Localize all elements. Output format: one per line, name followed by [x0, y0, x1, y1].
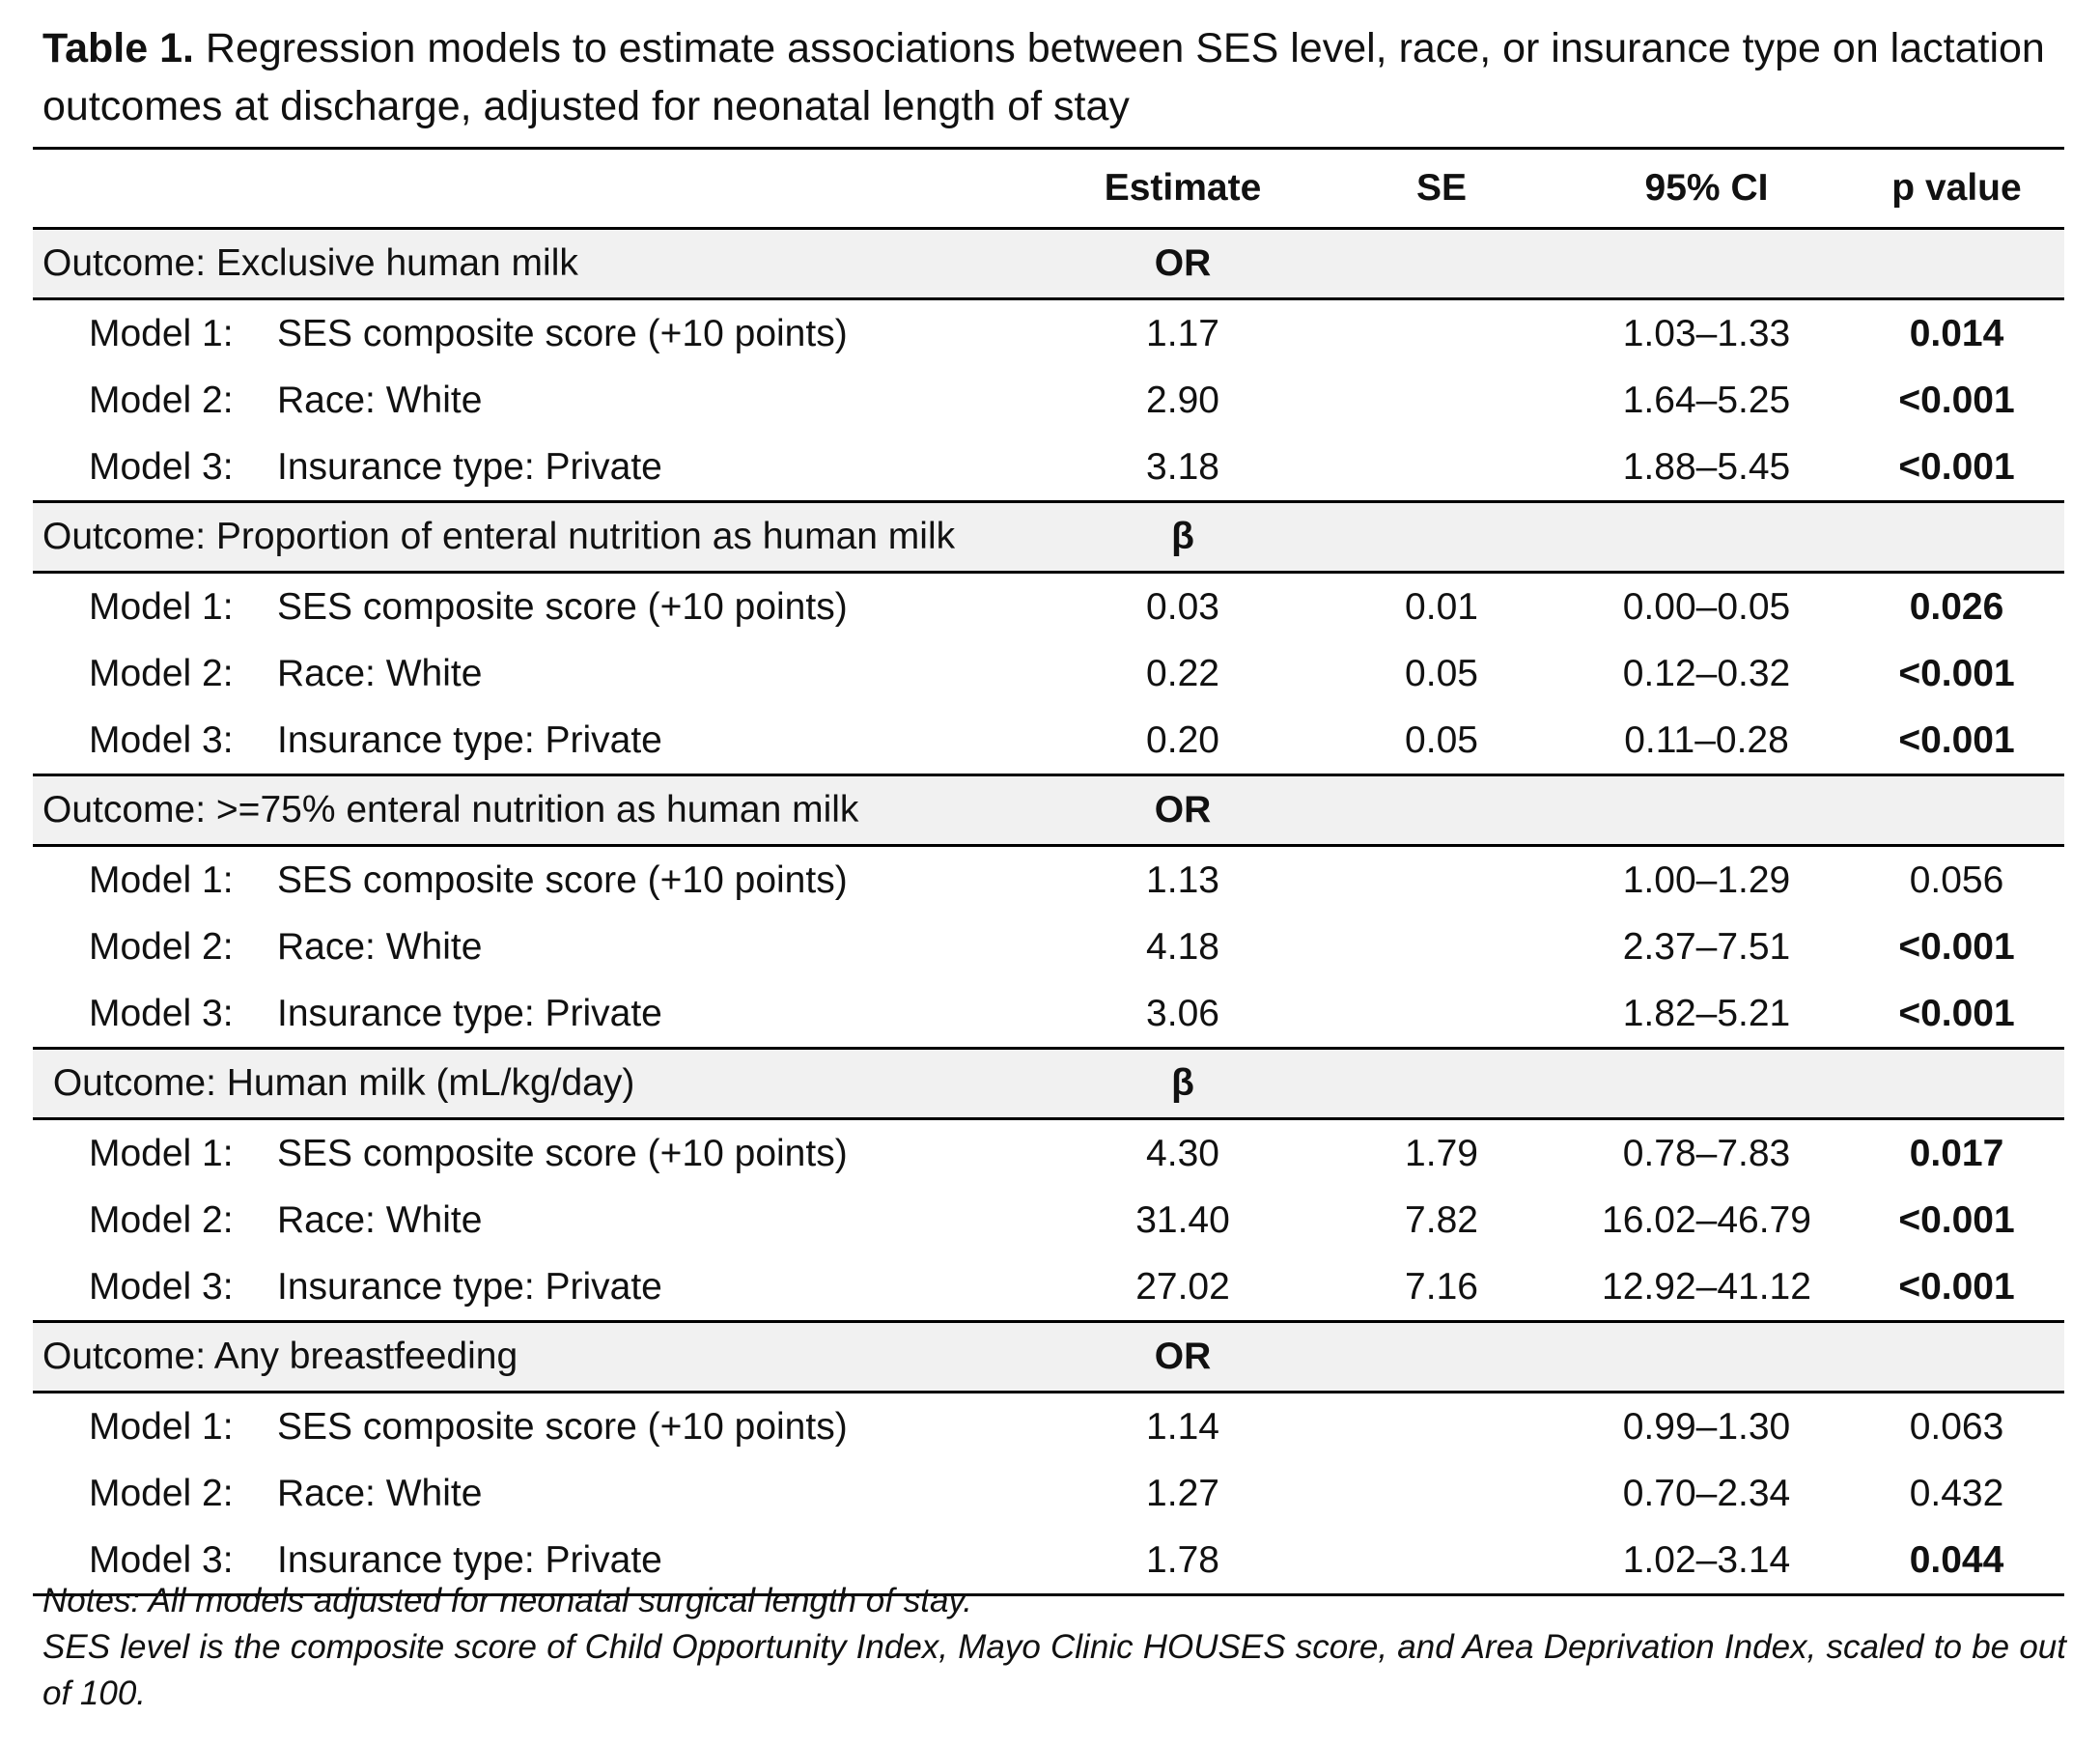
table-row: [33, 1119, 2064, 1188]
predictor-label: Race: White: [277, 1472, 483, 1514]
table-row: [33, 299, 2064, 368]
estimate-cell: 2.90: [1146, 379, 1219, 421]
table-row: [33, 1393, 2064, 1461]
estimate-cell: 4.30: [1146, 1132, 1219, 1174]
table-row: [33, 573, 2064, 641]
ci-cell: 1.02–3.14: [1564, 1527, 1849, 1595]
ci-cell: 1.82–5.21: [1622, 992, 1791, 1034]
se-cell: [1319, 846, 1564, 915]
header-ci: 95% CI: [1564, 149, 1849, 229]
p-value-cell: <0.001: [1898, 652, 2015, 694]
se-cell: 1.79: [1405, 1132, 1478, 1174]
model-number: Model 3:: [89, 1265, 234, 1308]
outcome-label: Outcome: Any breastfeeding: [33, 1322, 1047, 1393]
table-row: [33, 1253, 2064, 1322]
header-se: SE: [1319, 149, 1564, 229]
se-cell: [1319, 367, 1564, 434]
predictor-label: SES composite score (+10 points): [277, 585, 848, 628]
note-ses-definition: SES level is the composite score of Child Opportunity Index, Mayo Clinic HOUSES score, and Area Deprivation Index, scaled to be out of 100.: [42, 1628, 2066, 1712]
model-number: Model 1:: [89, 858, 234, 901]
outcome-measure: β: [1047, 502, 1319, 573]
model-number: Model 2:: [89, 925, 234, 968]
model-number: Model 2:: [89, 379, 234, 421]
predictor-label: Race: White: [277, 925, 483, 968]
model-number: Model 3:: [89, 445, 234, 488]
header-estimate: Estimate: [1047, 149, 1319, 229]
model-number: Model 1:: [89, 585, 234, 628]
se-cell: [1319, 914, 1564, 980]
se-cell: 0.01: [1405, 585, 1478, 628]
p-value-cell: 0.017: [1909, 1132, 2004, 1174]
outcome-measure: OR: [1047, 775, 1319, 846]
p-value-cell: <0.001: [1898, 1198, 2015, 1241]
table-row: [33, 980, 2064, 1049]
ci-cell: 1.64–5.25: [1622, 379, 1791, 421]
ci-cell: 0.78–7.83: [1622, 1132, 1791, 1174]
predictor-label: SES composite score (+10 points): [277, 858, 848, 901]
estimate-cell: 0.03: [1146, 585, 1219, 628]
se-cell: [1319, 980, 1564, 1049]
se-cell: 7.16: [1405, 1265, 1478, 1308]
estimate-cell: 4.18: [1146, 925, 1219, 968]
p-value-cell: 0.014: [1909, 312, 2004, 354]
table-row: [33, 434, 2064, 502]
table-row: [33, 1187, 2064, 1253]
estimate-cell: 0.22: [1146, 652, 1219, 694]
ci-cell: 12.92–41.12: [1602, 1265, 1811, 1308]
outcome-measure: OR: [1047, 1322, 1319, 1393]
regression-table: [33, 147, 2064, 1596]
predictor-label: Insurance type: Private: [277, 992, 662, 1034]
model-number: Model 2:: [89, 1472, 234, 1514]
p-value-cell: 0.026: [1909, 585, 2004, 628]
header-row: [33, 149, 2064, 229]
header-p-value: p value: [1849, 149, 2064, 229]
ci-cell: 0.99–1.30: [1622, 1405, 1791, 1448]
estimate-cell: 31.40: [1135, 1198, 1230, 1241]
ci-cell: 2.37–7.51: [1622, 925, 1791, 968]
ci-cell: 0.11–0.28: [1624, 718, 1789, 761]
model-number: Model 1:: [89, 312, 234, 354]
table-body: [33, 229, 2064, 1595]
p-value-cell: <0.001: [1898, 992, 2015, 1034]
p-value-cell: <0.001: [1898, 1265, 2015, 1308]
estimate-cell: 1.17: [1146, 312, 1219, 354]
model-number: Model 1:: [89, 1405, 234, 1448]
table-row: [33, 367, 2064, 434]
table-caption: [42, 19, 2070, 135]
estimate-cell: 1.13: [1146, 858, 1219, 901]
predictor-label: Insurance type: Private: [277, 1265, 662, 1308]
estimate-cell: 0.20: [1146, 718, 1219, 761]
se-cell: [1319, 1393, 1564, 1461]
p-value-cell: 0.056: [1909, 858, 2004, 901]
model-number: Model 3:: [89, 718, 234, 761]
estimate-cell: 3.06: [1146, 992, 1219, 1034]
se-cell: [1319, 434, 1564, 502]
model-number: Model 2:: [89, 1198, 234, 1241]
outcome-measure: OR: [1047, 229, 1319, 299]
model-number: Model 3:: [89, 992, 234, 1034]
se-cell: 0.05: [1405, 652, 1478, 694]
predictor-label: Race: White: [277, 1198, 483, 1241]
table-label: Table 1.: [42, 25, 194, 71]
predictor-label: SES composite score (+10 points): [277, 312, 848, 354]
outcome-row: [33, 502, 2064, 573]
ci-cell: 0.00–0.05: [1622, 585, 1791, 628]
se-cell: [1319, 299, 1564, 368]
table-row: [33, 914, 2064, 980]
outcome-row: [33, 1322, 2064, 1393]
table-title: Regression models to estimate associations between SES level, race, or insurance type on lactation outcomes at discharge, adjusted for neonatal length of stay: [42, 25, 2045, 129]
predictor-label: SES composite score (+10 points): [277, 1132, 848, 1174]
predictor-label: SES composite score (+10 points): [277, 1405, 848, 1448]
se-cell: 0.05: [1405, 718, 1478, 761]
predictor-label: Insurance type: Private: [277, 1538, 662, 1581]
table-row: [33, 1460, 2064, 1527]
table-notes: [42, 1578, 2066, 1717]
ci-cell: 16.02–46.79: [1602, 1198, 1811, 1241]
outcome-label: Outcome: Proportion of enteral nutrition as human milk: [33, 502, 1047, 573]
table-row: [33, 640, 2064, 707]
outcome-row: [33, 1049, 2064, 1119]
ci-cell: 0.12–0.32: [1622, 652, 1791, 694]
predictor-label: Race: White: [277, 379, 483, 421]
p-value-cell: <0.001: [1898, 718, 2015, 761]
ci-cell: 1.88–5.45: [1622, 445, 1791, 488]
ci-cell: 1.00–1.29: [1622, 858, 1791, 901]
ci-cell: 1.03–1.33: [1622, 312, 1791, 354]
p-value-cell: <0.001: [1898, 379, 2015, 421]
p-value-cell: 0.432: [1909, 1472, 2004, 1514]
outcome-label: Outcome: >=75% enteral nutrition as human milk: [33, 775, 1047, 846]
outcome-row: [33, 229, 2064, 299]
outcome-label: Outcome: Human milk (mL/kg/day): [33, 1049, 1047, 1119]
p-value-cell: 0.063: [1909, 1405, 2004, 1448]
model-number: Model 2:: [89, 652, 234, 694]
estimate-cell: 3.18: [1146, 445, 1219, 488]
header-blank: [33, 149, 1047, 229]
se-cell: 7.82: [1405, 1198, 1478, 1241]
model-number: Model 3:: [89, 1538, 234, 1581]
se-cell: [1319, 1460, 1564, 1527]
p-value-cell: <0.001: [1898, 925, 2015, 968]
model-number: Model 1:: [89, 1132, 234, 1174]
ci-cell: 0.70–2.34: [1622, 1472, 1791, 1514]
outcome-label: Outcome: Exclusive human milk: [33, 229, 1047, 299]
p-value-cell: <0.001: [1898, 445, 2015, 488]
predictor-label: Insurance type: Private: [277, 445, 662, 488]
outcome-measure: β: [1047, 1049, 1319, 1119]
estimate-cell: 1.27: [1146, 1472, 1219, 1514]
note-adjustment: Notes: All models adjusted for neonatal surgical length of stay.: [42, 1582, 973, 1619]
predictor-label: Insurance type: Private: [277, 718, 662, 761]
p-value-cell: 0.044: [1849, 1527, 2064, 1595]
predictor-label: Race: White: [277, 652, 483, 694]
estimate-cell: 1.78: [1047, 1527, 1319, 1595]
estimate-cell: 1.14: [1146, 1405, 1219, 1448]
table-row: [33, 707, 2064, 775]
estimate-cell: 27.02: [1135, 1265, 1230, 1308]
table-row: [33, 846, 2064, 915]
outcome-row: [33, 775, 2064, 846]
